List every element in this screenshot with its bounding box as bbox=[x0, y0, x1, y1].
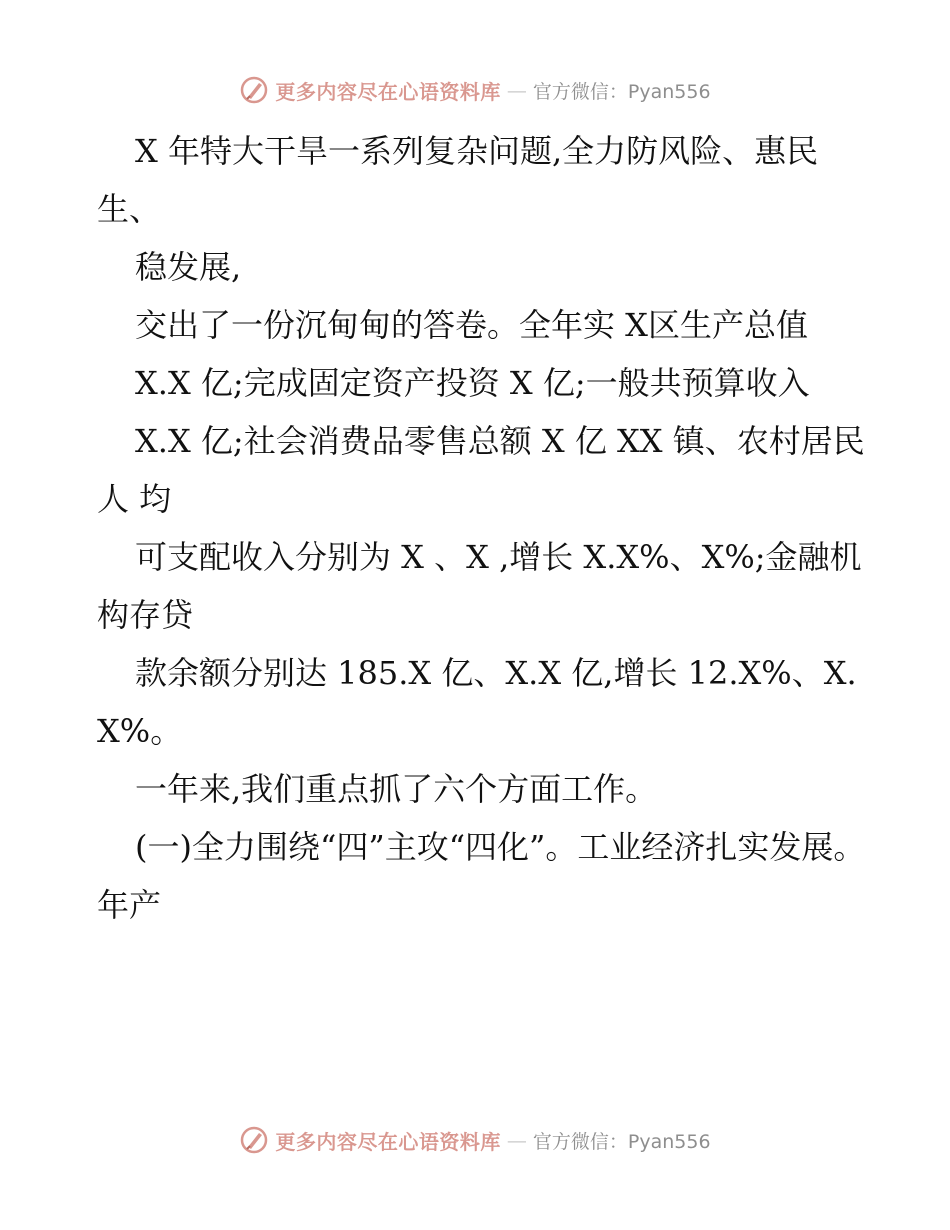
paragraph: X.X 亿;完成固定资产投资 X 亿;一般共预算收入 bbox=[135, 364, 810, 402]
paragraph: X.X 亿;社会消费品零售总额 X 亿 XX 镇、农村居民人 均 bbox=[97, 422, 865, 518]
quill-pen-logo-icon bbox=[239, 75, 269, 105]
paragraph: 款余额分别达 185.X 亿、X.X 亿,增长 12.X%、X.X%。 bbox=[97, 654, 857, 750]
paragraph: 可支配收入分别为 X 、X ,增长 X.X%、X%;金融机构存贷 bbox=[97, 538, 862, 634]
paragraph: 稳发展, bbox=[135, 248, 242, 286]
paragraph: X 年特大干旱一系列复杂问题,全力防风险、惠民生、 bbox=[97, 132, 819, 228]
quill-pen-logo-icon bbox=[239, 1125, 269, 1155]
header-brand-text: 更多内容尽在心语资料库 bbox=[275, 79, 501, 104]
document-body bbox=[97, 122, 867, 934]
header-wechat-text: 官方微信：Pyan556 bbox=[532, 80, 711, 103]
header-watermark bbox=[0, 70, 950, 110]
footer-wechat-text: 官方微信：Pyan556 bbox=[532, 1130, 711, 1153]
paragraph: (一)全力围绕“四”主攻“四化”。工业经济扎实发展。年产 bbox=[97, 828, 866, 924]
paragraph: 一年来,我们重点抓了六个方面工作。 bbox=[135, 770, 658, 808]
footer-dash: — bbox=[506, 1128, 527, 1152]
footer-watermark bbox=[0, 1120, 950, 1160]
footer-brand-text: 更多内容尽在心语资料库 bbox=[275, 1129, 501, 1154]
paragraph: 交出了一份沉甸甸的答卷。全年实 X区生产总值 bbox=[135, 306, 808, 344]
header-dash: — bbox=[506, 78, 527, 102]
